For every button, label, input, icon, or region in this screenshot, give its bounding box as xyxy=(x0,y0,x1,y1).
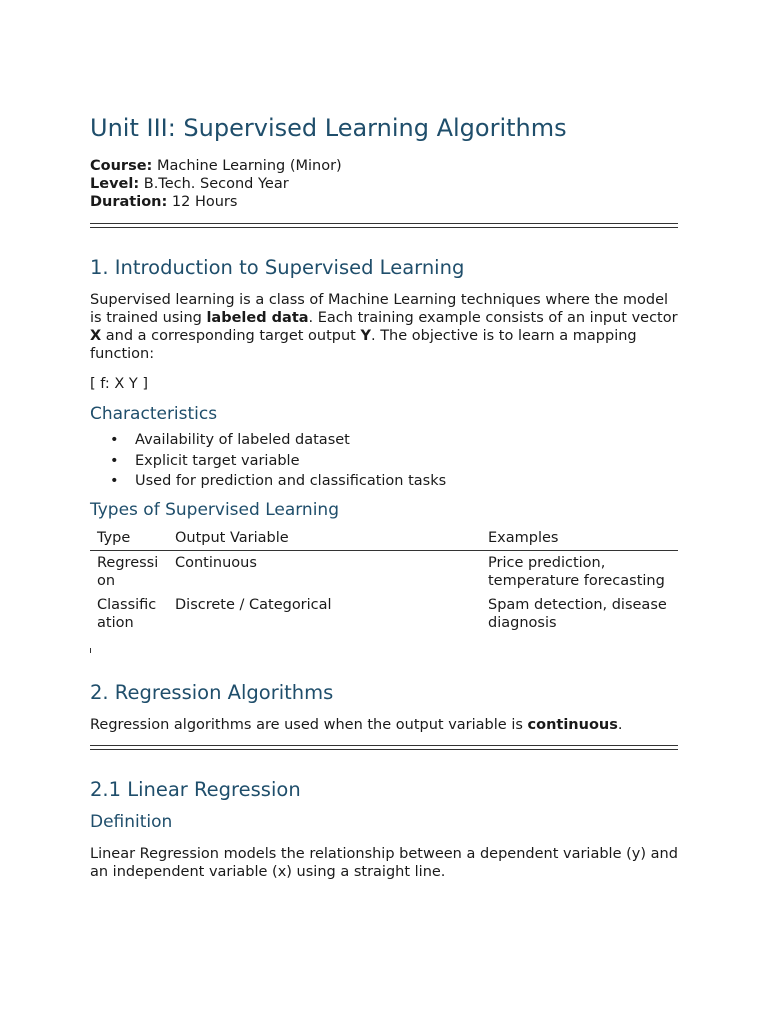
course-meta xyxy=(90,157,342,211)
definition-heading: Definition xyxy=(90,812,173,832)
column-header: Examples xyxy=(481,527,678,551)
table-cell: Classification xyxy=(97,597,157,631)
list-item: • Availability of labeled dataset xyxy=(90,430,446,451)
intro-paragraph: Supervised learning is a class of Machine Learning techniques where the model is trained using labeled data. Each training example consists of an input vector X and a corresponding target output Y. The objective is to learn a mapping function: xyxy=(90,292,678,362)
formula: [ f: X Y ] xyxy=(90,376,149,392)
bullet-icon: • xyxy=(110,473,119,489)
table-cell: Spam detection, disease diagnosis xyxy=(488,597,667,631)
section-heading-linear-regression: 2.1 Linear Regression xyxy=(90,778,301,801)
table-edge-mark xyxy=(90,648,91,653)
bullet-icon: • xyxy=(110,432,119,448)
table-row xyxy=(90,551,678,594)
section-heading-regression: 2. Regression Algorithms xyxy=(90,681,334,704)
characteristics-heading: Characteristics xyxy=(90,404,218,424)
list-item: • Explicit target variable xyxy=(90,451,446,472)
duration-line: Duration: 12 Hours xyxy=(90,194,238,210)
page-title: Unit III: Supervised Learning Algorithms xyxy=(90,114,567,142)
table-cell: Continuous xyxy=(175,555,257,571)
types-table xyxy=(90,527,678,635)
definition-paragraph: Linear Regression models the relationship between a dependent variable (y) and an independent variable (x) using a straight line. xyxy=(90,846,678,880)
types-heading: Types of Supervised Learning xyxy=(90,500,339,520)
bullet-icon: • xyxy=(110,452,119,469)
list-item: • Used for prediction and classification tasks xyxy=(90,471,446,492)
divider xyxy=(90,223,678,228)
course-line: Course: Machine Learning (Minor) xyxy=(90,158,342,174)
divider xyxy=(90,745,678,750)
characteristics-list xyxy=(90,430,446,492)
section-heading-intro: 1. Introduction to Supervised Learning xyxy=(90,256,465,279)
regression-paragraph: Regression algorithms are used when the output variable is continuous. xyxy=(90,717,623,733)
table-row xyxy=(90,593,678,635)
table-cell: Regression xyxy=(97,555,159,589)
level-line: Level: B.Tech. Second Year xyxy=(90,176,289,192)
column-header: Output Variable xyxy=(168,527,481,551)
table-cell: Discrete / Categorical xyxy=(175,597,332,613)
table-header-row xyxy=(90,527,678,551)
table-cell: Price prediction, temperature forecasting xyxy=(488,555,665,589)
column-header: Type xyxy=(90,527,168,551)
